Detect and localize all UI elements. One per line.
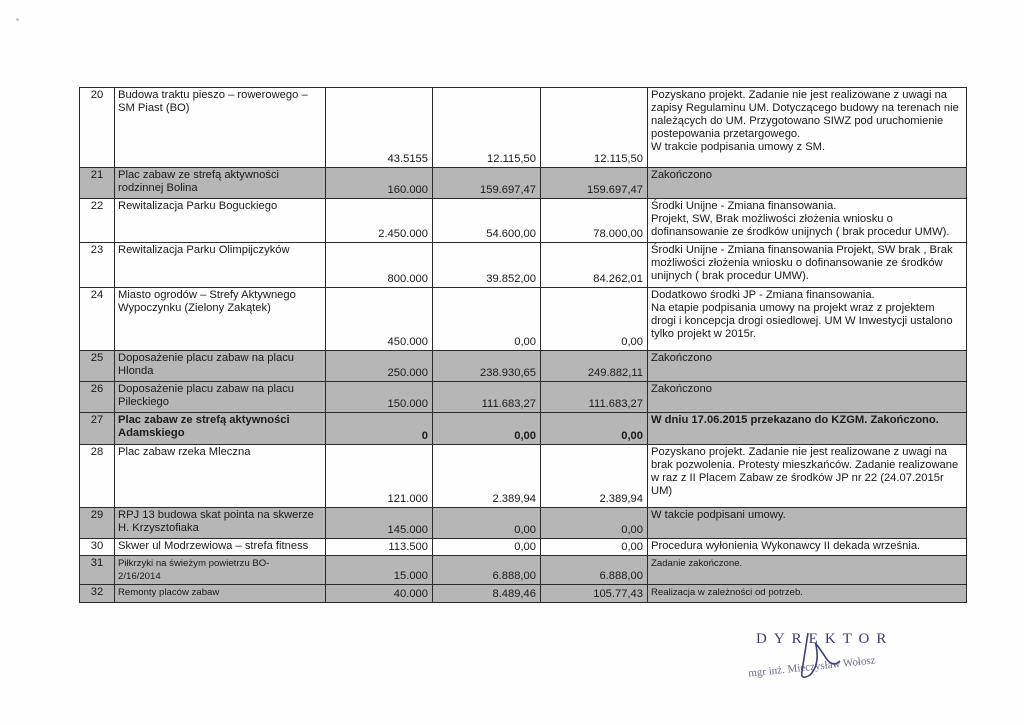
status-note-line: możliwości złożenia wniosku o dofinansowanie ze środków [651,257,943,269]
scan-speck [16,18,19,21]
status-note-line: Środki Unijne - Zmiana finansowania. [651,200,837,212]
status-note-line: Realizacja w zależności od potrzeb. [651,587,803,598]
total-amount: 84.262,01 [541,243,648,288]
status-note-line: UM) [651,485,673,497]
investment-table [79,87,967,603]
task-name [115,413,326,445]
task-name [115,288,326,351]
total-amount: 2.389,94 [541,445,648,508]
row-number: 21 [80,168,115,199]
task-name-line: Hlonda [118,365,154,377]
status-notes [648,585,967,603]
total-amount: 159.697,47 [541,168,648,199]
planned-amount: 250.000 [326,351,433,382]
row-number: 27 [80,413,115,445]
table-row [80,168,967,199]
table-row [80,585,967,603]
status-notes [648,351,967,382]
spent-amount: 0,00 [433,413,541,445]
status-notes [648,168,967,199]
planned-amount: 800.000 [326,243,433,288]
spent-amount: 0,00 [433,508,541,539]
status-note-line: brak pozwolenia. Protesty mieszkańców. Zadanie realizowane [651,459,959,471]
status-note-line: postepowania przetargowego. [651,128,801,140]
status-notes [648,508,967,539]
planned-amount: 2.450.000 [326,199,433,243]
table-row [80,351,967,382]
table-row [80,508,967,539]
spent-amount: 6.888,00 [433,556,541,585]
status-note-line: Projekt, SW, Brak możliwości złożenia wniosku o [651,213,893,225]
spent-amount: 39.852,00 [433,243,541,288]
spent-amount: 0,00 [433,288,541,351]
status-note-line: W trakcie podpisania umowy z SM. [651,141,826,153]
total-amount: 249.882,11 [541,351,648,382]
row-number: 32 [80,585,115,603]
status-note-line: zapisy Regulaminu UM. Dotyczącego budowy na terenach nie [651,102,959,114]
planned-amount: 113.500 [326,539,433,556]
row-number: 22 [80,199,115,243]
planned-amount: 40.000 [326,585,433,603]
total-amount: 0,00 [541,288,648,351]
handwritten-signature-icon [780,625,870,685]
status-note-line: dofinansowanie ze środków unijnych ( brak procedur UMW). [651,226,950,238]
table-row [80,445,967,508]
planned-amount: 145.000 [326,508,433,539]
status-note-line: Zakończono [651,169,712,181]
task-name [115,88,326,168]
task-name [115,585,326,603]
status-note-line: drogi i koncepcja drogi osiedlowej. UM W Inwestycji ustalono [651,315,953,327]
task-name [115,556,326,585]
row-number: 29 [80,508,115,539]
planned-amount: 0 [326,413,433,445]
table-row [80,288,967,351]
status-note-line: w raz z II Placem Zabaw ze środków JP nr 22 (24.07.2015r [651,472,944,484]
status-note-line: unijnych ( brak procedur UMW). [651,270,809,282]
total-amount: 111.683,27 [541,382,648,413]
table-row [80,243,967,288]
task-name-line: Budowa traktu pieszo – rowerowego – [118,89,308,101]
task-name [115,382,326,413]
task-name [115,508,326,539]
spent-amount: 8.489,46 [433,585,541,603]
planned-amount: 450.000 [326,288,433,351]
planned-amount: 15.000 [326,556,433,585]
task-name [115,199,326,243]
total-amount: 12.115,50 [541,88,648,168]
status-note-line: W takcie podpisani umowy. [651,509,786,521]
task-name-line: Wypoczynku (Zielony Zakątek) [118,302,271,314]
status-notes [648,556,967,585]
status-note-line: tylko projekt w 2015r. [651,328,757,340]
task-name [115,243,326,288]
task-name-line: 2/16/2014 [118,571,161,582]
status-note-line: należących do UM. Przygotowano SIWZ pod uruchomienie [651,115,944,127]
row-number: 23 [80,243,115,288]
spent-amount: 54.600,00 [433,199,541,243]
task-name-line: Miasto ogrodów – Strefy Aktywnego [118,289,296,301]
task-name-line: Plac zabaw ze strefą aktywności [118,169,280,181]
total-amount: 105.77,43 [541,585,648,603]
task-name-line: Adamskiego [118,427,185,439]
status-notes [648,445,967,508]
status-notes [648,88,967,168]
total-amount: 0,00 [541,508,648,539]
status-note-line: Na etapie podpisania umowy na projekt wraz z projektem [651,302,935,314]
status-note-line: Zadanie zakończone. [651,558,743,569]
task-name-line: rodzinnej Bolina [118,182,198,194]
status-note-line: Pozyskano projekt. Zadanie nie jest realizowane z uwagi na [651,446,948,458]
table-row [80,382,967,413]
table-row [80,88,967,168]
table-row [80,199,967,243]
signature-name: mgr inż. Mieczysław Wołosz [747,654,877,680]
task-name [115,351,326,382]
task-name-line: SM Piast (BO) [118,102,190,114]
spent-amount: 111.683,27 [433,382,541,413]
status-notes [648,382,967,413]
status-notes [648,199,967,243]
status-note-line: Środki Unijne - Zmiana finansowania Projekt, SW brak , Brak [651,244,953,256]
spent-amount: 159.697,47 [433,168,541,199]
row-number: 31 [80,556,115,585]
total-amount: 0,00 [541,413,648,445]
status-notes [648,288,967,351]
total-amount: 6.888,00 [541,556,648,585]
task-name-line: Skwer ul Modrzewiowa – strefa fitness [118,540,309,552]
total-amount: 0,00 [541,539,648,556]
task-name-line: H. Krzysztofiaka [118,522,199,534]
signature-title: DYREKTOR [756,631,894,647]
row-number: 20 [80,88,115,168]
status-note-line: W dniu 17.06.2015 przekazano do KZGM. Zakończono. [651,414,939,426]
planned-amount: 160.000 [326,168,433,199]
row-number: 26 [80,382,115,413]
row-number: 30 [80,539,115,556]
status-note-line: Zakończono [651,352,712,364]
planned-amount: 43.5155 [326,88,433,168]
status-notes [648,539,967,556]
row-number: 25 [80,351,115,382]
table-row [80,413,967,445]
status-note-line: Procedura wyłonienia Wykonawcy II dekada września. [651,540,921,552]
task-name-line: Remonty placów zabaw [118,587,220,598]
task-name-line: Doposażenie placu zabaw na placu [118,383,295,395]
task-name-line: Rewitalizacja Parku Boguckiego [118,200,278,212]
table-row [80,539,967,556]
task-name-line: Plac zabaw rzeka Mleczna [118,446,251,458]
row-number: 24 [80,288,115,351]
status-note-line: Pozyskano projekt. Zadanie nie jest realizowane z uwagi na [651,89,948,101]
task-name [115,445,326,508]
task-name-line: Piłkrzyki na świeżym powietrzu BO- [118,558,270,569]
task-name-line: RPJ 13 budowa skat pointa na skwerze [118,509,314,521]
planned-amount: 150.000 [326,382,433,413]
status-note-line: Dodatkowo środki JP - Zmiana finansowania. [651,289,875,301]
status-note-line: Zakończono [651,383,712,395]
task-name-line: Doposażenie placu zabaw na placu [118,352,295,364]
signature-block [740,625,960,695]
task-name [115,168,326,199]
spent-amount: 12.115,50 [433,88,541,168]
total-amount: 78.000,00 [541,199,648,243]
spent-amount: 2.389,94 [433,445,541,508]
task-name [115,539,326,556]
task-name-line: Pileckiego [118,396,169,408]
planned-amount: 121.000 [326,445,433,508]
task-name-line: Plac zabaw ze strefą aktywności [118,414,290,426]
spent-amount: 0,00 [433,539,541,556]
status-notes [648,243,967,288]
table-row [80,556,967,585]
row-number: 28 [80,445,115,508]
status-notes [648,413,967,445]
task-name-line: Rewitalizacja Parku Olimpijczyków [118,244,290,256]
spent-amount: 238.930,65 [433,351,541,382]
